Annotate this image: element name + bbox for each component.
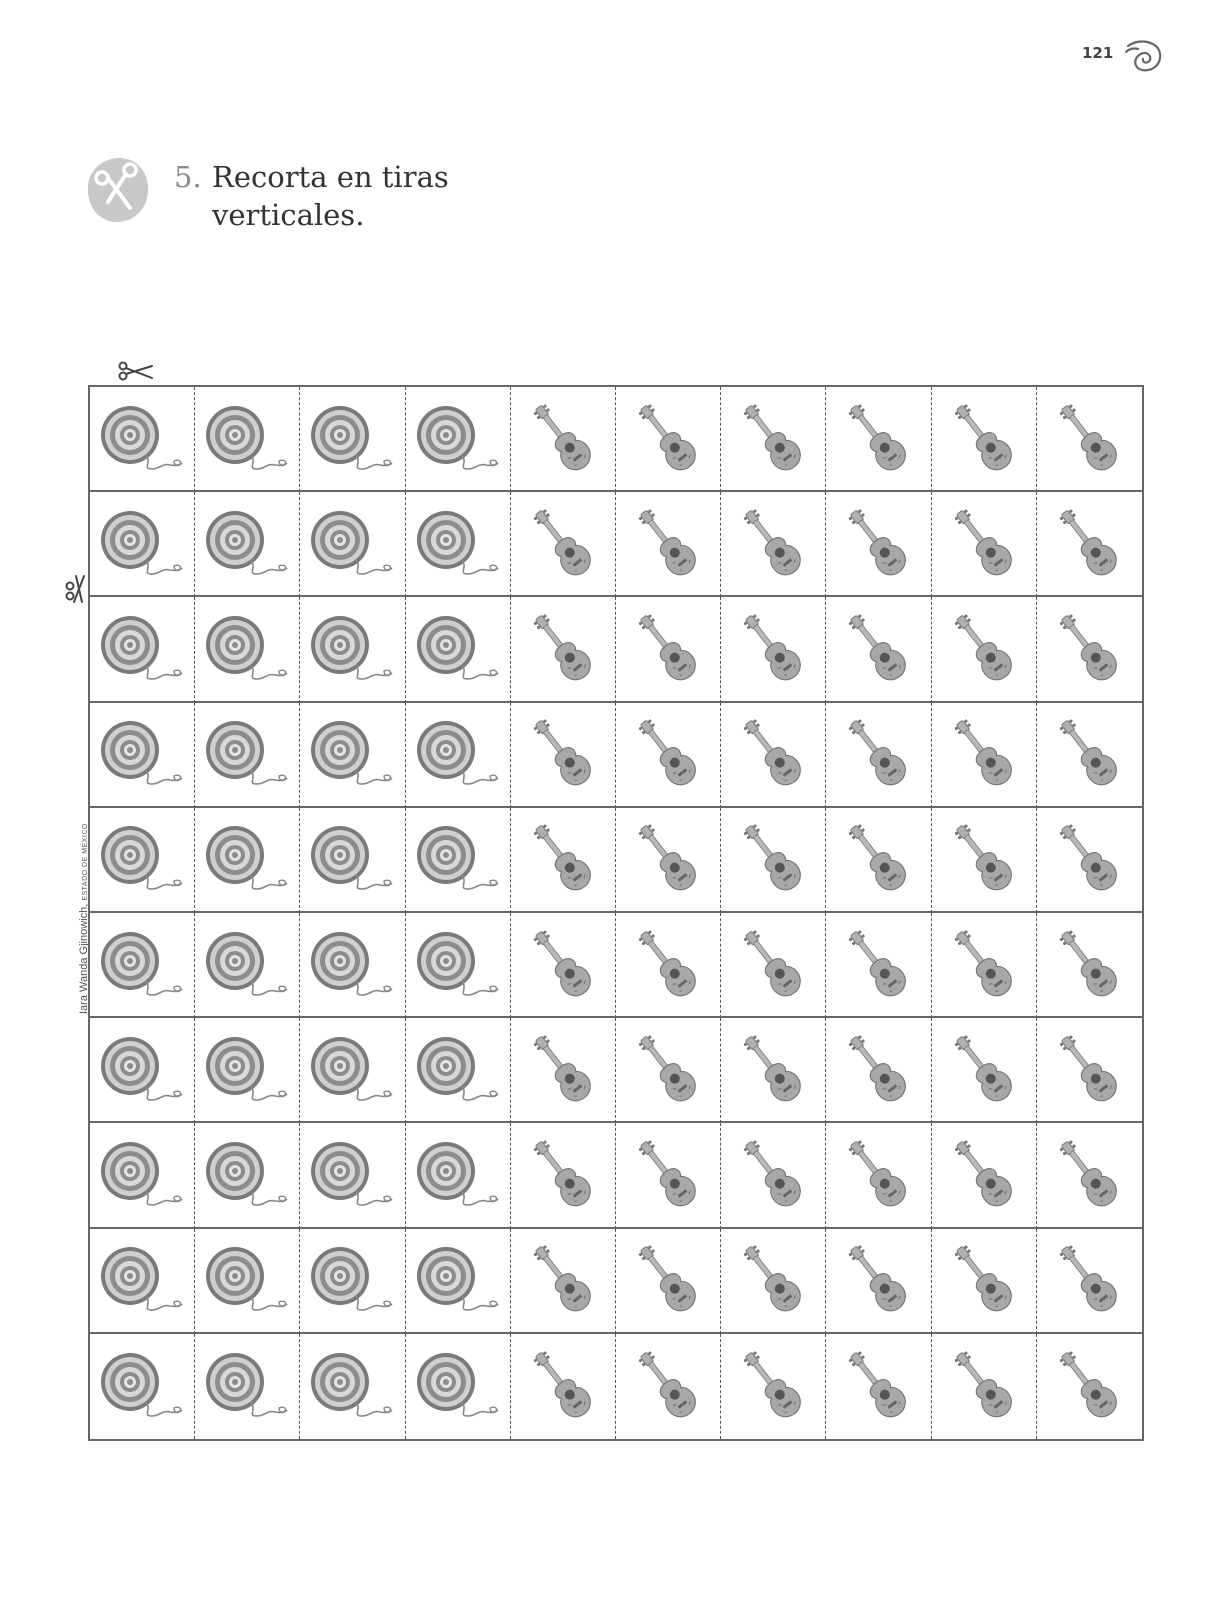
yoyo-icon	[414, 1350, 502, 1422]
guitar-icon	[949, 502, 1019, 586]
grid-cell	[90, 913, 195, 1018]
grid-cell	[1037, 492, 1142, 597]
guitar-icon	[1054, 923, 1124, 1007]
cut-scissors-left-icon	[62, 572, 90, 606]
grid-cell	[511, 387, 616, 492]
grid-cell	[616, 597, 721, 702]
grid-cell	[195, 808, 300, 913]
grid-cell	[616, 808, 721, 913]
yoyo-icon	[98, 823, 186, 895]
guitar-icon	[528, 1133, 598, 1217]
instruction-line-1: Recorta en tiras	[212, 160, 449, 194]
guitar-icon	[633, 1238, 703, 1322]
guitar-icon	[843, 397, 913, 481]
instruction-number: 5.	[174, 160, 202, 194]
grid-cell	[932, 1334, 1037, 1439]
guitar-icon	[528, 712, 598, 796]
guitar-icon	[1054, 712, 1124, 796]
grid-cell	[406, 703, 511, 808]
guitar-icon	[949, 397, 1019, 481]
grid-cell	[1037, 808, 1142, 913]
grid-cell	[511, 1334, 616, 1439]
grid-cell	[826, 1123, 931, 1228]
grid-cell	[932, 597, 1037, 702]
grid-cell	[300, 1229, 405, 1334]
grid-cell	[616, 492, 721, 597]
yoyo-icon	[98, 403, 186, 475]
guitar-icon	[949, 1344, 1019, 1428]
yoyo-icon	[308, 403, 396, 475]
grid-cell	[511, 597, 616, 702]
grid-cell	[721, 913, 826, 1018]
yoyo-icon	[308, 613, 396, 685]
grid-cell	[826, 913, 931, 1018]
scissors-icon	[86, 156, 150, 224]
yoyo-icon	[98, 718, 186, 790]
guitar-icon	[528, 397, 598, 481]
guitar-icon	[1054, 397, 1124, 481]
yoyo-icon	[414, 403, 502, 475]
grid-cell	[406, 1018, 511, 1123]
yoyo-icon	[308, 929, 396, 1001]
grid-cell	[1037, 1123, 1142, 1228]
guitar-icon	[528, 1344, 598, 1428]
grid-cell	[300, 1123, 405, 1228]
guitar-icon	[528, 817, 598, 901]
guitar-icon	[843, 712, 913, 796]
grid-cell	[1037, 1018, 1142, 1123]
guitar-icon	[949, 817, 1019, 901]
guitar-icon	[633, 712, 703, 796]
grid-cell	[616, 913, 721, 1018]
grid-cell	[932, 1123, 1037, 1228]
grid-cell	[721, 597, 826, 702]
guitar-icon	[1054, 607, 1124, 691]
yoyo-icon	[203, 823, 291, 895]
guitar-icon	[528, 1028, 598, 1112]
grid-cell	[511, 808, 616, 913]
yoyo-icon	[98, 929, 186, 1001]
grid-cell	[932, 1229, 1037, 1334]
credit-author: Iara Wanda Gjinowich,	[78, 903, 90, 1014]
grid-cell	[300, 808, 405, 913]
grid-cell	[406, 1334, 511, 1439]
grid-cell	[406, 492, 511, 597]
guitar-icon	[633, 1133, 703, 1217]
yoyo-icon	[98, 1244, 186, 1316]
spiral-icon	[1124, 38, 1164, 74]
grid-cell	[826, 492, 931, 597]
grid-cell	[511, 913, 616, 1018]
grid-cell	[616, 1018, 721, 1123]
grid-cell	[721, 808, 826, 913]
grid-cell	[616, 1123, 721, 1228]
guitar-icon	[633, 1028, 703, 1112]
grid-cell	[300, 492, 405, 597]
grid-cell	[826, 1018, 931, 1123]
guitar-icon	[528, 1238, 598, 1322]
grid-cell	[300, 387, 405, 492]
grid-cell	[90, 1123, 195, 1228]
guitar-icon	[1054, 1344, 1124, 1428]
guitar-icon	[1054, 1028, 1124, 1112]
guitar-icon	[738, 712, 808, 796]
guitar-icon	[949, 712, 1019, 796]
guitar-icon	[949, 607, 1019, 691]
cut-scissors-top-icon	[118, 360, 154, 384]
yoyo-icon	[414, 508, 502, 580]
grid-cell	[195, 1334, 300, 1439]
grid-cell	[300, 1018, 405, 1123]
grid-cell	[826, 703, 931, 808]
yoyo-icon	[414, 1139, 502, 1211]
yoyo-icon	[414, 1244, 502, 1316]
yoyo-icon	[203, 403, 291, 475]
grid-cell	[195, 597, 300, 702]
yoyo-icon	[308, 1350, 396, 1422]
yoyo-icon	[414, 823, 502, 895]
grid-cell	[511, 1229, 616, 1334]
guitar-icon	[843, 1344, 913, 1428]
guitar-icon	[738, 923, 808, 1007]
guitar-icon	[843, 1133, 913, 1217]
guitar-icon	[843, 502, 913, 586]
yoyo-icon	[98, 508, 186, 580]
yoyo-icon	[98, 1139, 186, 1211]
grid-cell	[406, 808, 511, 913]
grid-cell	[195, 1229, 300, 1334]
guitar-icon	[528, 502, 598, 586]
yoyo-icon	[203, 1034, 291, 1106]
grid-cell	[721, 1229, 826, 1334]
grid-cell	[721, 1123, 826, 1228]
guitar-icon	[528, 607, 598, 691]
grid-cell	[406, 597, 511, 702]
guitar-icon	[843, 817, 913, 901]
yoyo-icon	[203, 1244, 291, 1316]
grid-cell	[195, 703, 300, 808]
grid-cell	[195, 1018, 300, 1123]
guitar-icon	[949, 1238, 1019, 1322]
grid-cell	[90, 1018, 195, 1123]
grid-cell	[721, 387, 826, 492]
yoyo-icon	[308, 1034, 396, 1106]
guitar-icon	[633, 607, 703, 691]
grid-cell	[511, 492, 616, 597]
grid-cell	[721, 492, 826, 597]
grid-cell	[1037, 913, 1142, 1018]
grid-cell	[300, 1334, 405, 1439]
grid-cell	[616, 387, 721, 492]
grid-cell	[195, 492, 300, 597]
guitar-icon	[949, 1133, 1019, 1217]
grid-cell	[826, 1229, 931, 1334]
grid-cell	[932, 808, 1037, 913]
grid-cell	[511, 1018, 616, 1123]
grid-cell	[721, 703, 826, 808]
grid-cell	[195, 387, 300, 492]
cutout-grid	[88, 385, 1144, 1441]
grid-cell	[616, 703, 721, 808]
guitar-icon	[633, 923, 703, 1007]
guitar-icon	[633, 1344, 703, 1428]
yoyo-icon	[98, 1034, 186, 1106]
grid-cell	[90, 1229, 195, 1334]
instruction-line-2: verticales.	[212, 198, 365, 232]
page-number: 121	[1082, 44, 1114, 62]
guitar-icon	[738, 1344, 808, 1428]
grid-cell	[90, 703, 195, 808]
grid-cell	[1037, 597, 1142, 702]
grid-cell	[1037, 703, 1142, 808]
instruction-text	[174, 158, 449, 234]
grid-cell	[721, 1018, 826, 1123]
grid-cell	[406, 1229, 511, 1334]
guitar-icon	[738, 1238, 808, 1322]
grid-cell	[90, 1334, 195, 1439]
guitar-icon	[843, 923, 913, 1007]
yoyo-icon	[414, 718, 502, 790]
yoyo-icon	[308, 1244, 396, 1316]
grid-cell	[90, 387, 195, 492]
grid-cell	[195, 913, 300, 1018]
grid-cell	[1037, 1229, 1142, 1334]
grid-cell	[826, 387, 931, 492]
yoyo-icon	[203, 1350, 291, 1422]
grid-cell	[826, 597, 931, 702]
grid-cell	[616, 1229, 721, 1334]
grid-cell	[195, 1123, 300, 1228]
grid-cell	[932, 913, 1037, 1018]
credit-place: ESTADO DE MÉXICO	[82, 823, 89, 901]
yoyo-icon	[98, 1350, 186, 1422]
guitar-icon	[738, 607, 808, 691]
grid-cell	[932, 1018, 1037, 1123]
guitar-icon	[843, 1238, 913, 1322]
guitar-icon	[528, 923, 598, 1007]
guitar-icon	[949, 923, 1019, 1007]
grid-cell	[932, 703, 1037, 808]
yoyo-icon	[414, 613, 502, 685]
yoyo-icon	[203, 508, 291, 580]
grid-cell	[300, 597, 405, 702]
grid-cell	[90, 808, 195, 913]
yoyo-icon	[308, 823, 396, 895]
guitar-icon	[1054, 1133, 1124, 1217]
guitar-icon	[949, 1028, 1019, 1112]
grid-cell	[932, 387, 1037, 492]
grid-cell	[1037, 1334, 1142, 1439]
guitar-icon	[633, 397, 703, 481]
yoyo-icon	[308, 1139, 396, 1211]
guitar-icon	[738, 397, 808, 481]
grid-cell	[826, 808, 931, 913]
yoyo-icon	[414, 1034, 502, 1106]
grid-cell	[511, 1123, 616, 1228]
guitar-icon	[1054, 502, 1124, 586]
guitar-icon	[633, 817, 703, 901]
grid-cell	[90, 492, 195, 597]
grid-cell	[826, 1334, 931, 1439]
grid-cell	[300, 913, 405, 1018]
grid-cell	[90, 597, 195, 702]
guitar-icon	[738, 817, 808, 901]
guitar-icon	[1054, 817, 1124, 901]
grid-cell	[406, 1123, 511, 1228]
guitar-icon	[843, 1028, 913, 1112]
yoyo-icon	[203, 718, 291, 790]
guitar-icon	[738, 1133, 808, 1217]
yoyo-icon	[203, 613, 291, 685]
grid-cell	[1037, 387, 1142, 492]
yoyo-icon	[98, 613, 186, 685]
grid-cell	[511, 703, 616, 808]
guitar-icon	[1054, 1238, 1124, 1322]
guitar-icon	[633, 502, 703, 586]
grid-cell	[721, 1334, 826, 1439]
yoyo-icon	[308, 508, 396, 580]
grid-cell	[300, 703, 405, 808]
yoyo-icon	[203, 1139, 291, 1211]
yoyo-icon	[308, 718, 396, 790]
grid-cell	[406, 387, 511, 492]
grid-cell	[406, 913, 511, 1018]
guitar-icon	[738, 502, 808, 586]
yoyo-icon	[414, 929, 502, 1001]
grid-cell	[616, 1334, 721, 1439]
guitar-icon	[738, 1028, 808, 1112]
guitar-icon	[843, 607, 913, 691]
yoyo-icon	[203, 929, 291, 1001]
grid-cell	[932, 492, 1037, 597]
